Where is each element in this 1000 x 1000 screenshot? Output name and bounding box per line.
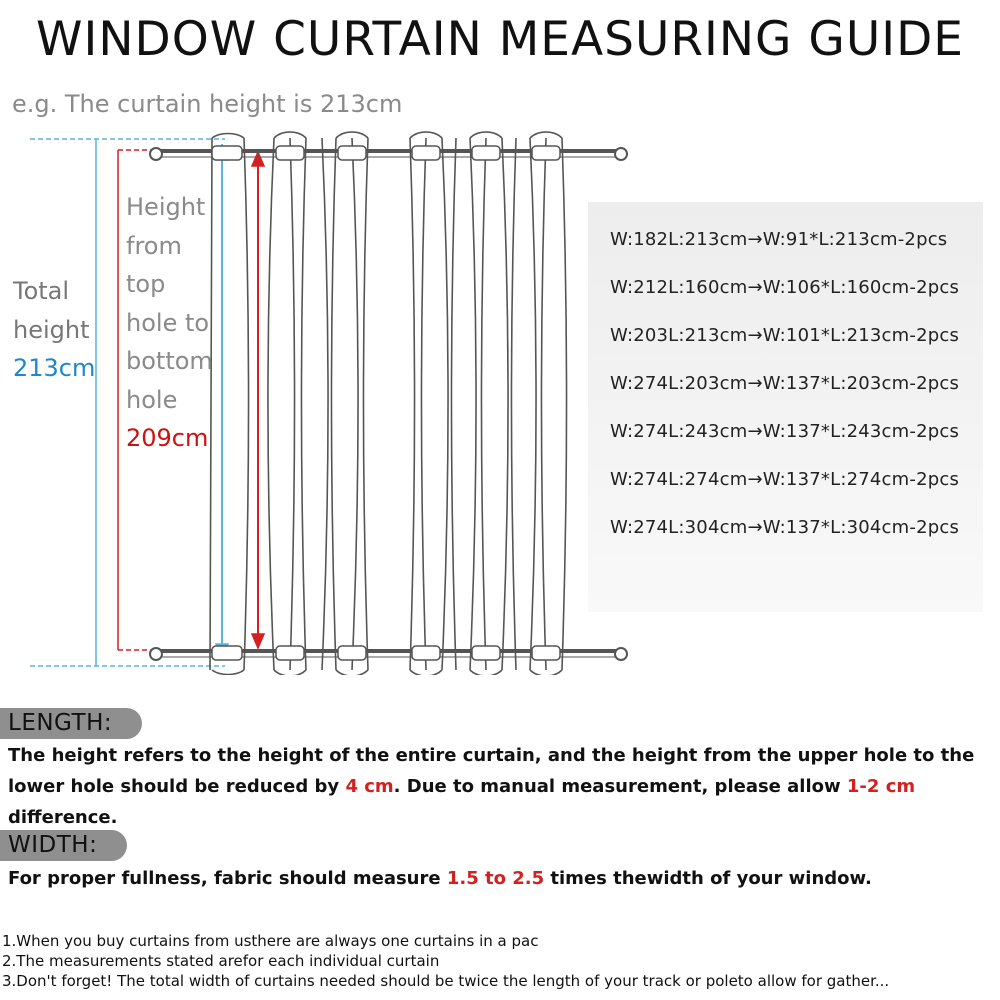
note-item: 3.Don't forget! The total width of curtains needed should be twice the length of your track or poleto allow for gather... bbox=[2, 972, 890, 990]
note-item: 2.The measurements stated arefor each individual curtain bbox=[2, 952, 440, 970]
hole-label-line: bottom bbox=[126, 347, 213, 375]
width-text: For proper fullness, fabric should measure bbox=[8, 868, 447, 889]
width-highlight: 1.5 to 2.5 bbox=[446, 868, 545, 889]
width-heading: WIDTH: bbox=[0, 830, 127, 861]
size-row: W:274L:243cm→W:137*L:243cm-2pcs bbox=[610, 421, 960, 442]
width-text: times thewidth of your window. bbox=[544, 868, 872, 889]
length-text: The height refers to the height of the entire curtain, and the height from the upper hole to the lower hole should be reduced by bbox=[8, 745, 975, 797]
total-height-label bbox=[13, 272, 95, 388]
total-label-line: Total bbox=[13, 277, 70, 305]
total-label-line: height bbox=[13, 315, 90, 344]
hole-label-line: Height bbox=[126, 193, 206, 221]
curtain-panels bbox=[210, 132, 567, 675]
size-row: W:274L:203cm→W:137*L:203cm-2pcs bbox=[610, 373, 960, 394]
size-list bbox=[588, 202, 983, 612]
size-row: W:212L:160cm→W:106*L:160cm-2pcs bbox=[610, 277, 960, 298]
notes-list bbox=[2, 931, 998, 991]
length-text: . Due to manual measurement, please allow bbox=[393, 776, 847, 797]
length-text: difference. bbox=[8, 807, 118, 828]
curtain-diagram bbox=[0, 130, 1000, 675]
size-row: W:182L:213cm→W:91*L:213cm-2pcs bbox=[610, 229, 948, 250]
width-paragraph bbox=[8, 863, 993, 894]
example-caption: e.g. The curtain height is 213cm bbox=[12, 90, 403, 118]
total-height-value: 213cm bbox=[13, 354, 96, 382]
hole-label-line: top bbox=[126, 270, 166, 298]
note-item: 1.When you buy curtains from usthere are always one curtains in a pac bbox=[2, 932, 539, 950]
size-row: W:274L:304cm→W:137*L:304cm-2pcs bbox=[610, 517, 960, 538]
hole-label-line: hole to bbox=[126, 308, 210, 337]
length-heading: LENGTH: bbox=[0, 708, 142, 739]
page-title: WINDOW CURTAIN MEASURING GUIDE bbox=[36, 12, 964, 67]
hole-label-line: hole bbox=[126, 385, 178, 414]
size-row: W:203L:213cm→W:101*L:213cm-2pcs bbox=[610, 325, 960, 346]
length-paragraph bbox=[8, 740, 993, 833]
size-row: W:274L:274cm→W:137*L:274cm-2pcs bbox=[610, 469, 960, 490]
hole-label-line: from bbox=[126, 231, 182, 260]
length-highlight-reduce: 4 cm bbox=[345, 776, 394, 797]
hole-height-value: 209cm bbox=[126, 424, 209, 452]
hole-height-label bbox=[126, 188, 213, 458]
length-highlight-allow: 1-2 cm bbox=[846, 776, 916, 797]
